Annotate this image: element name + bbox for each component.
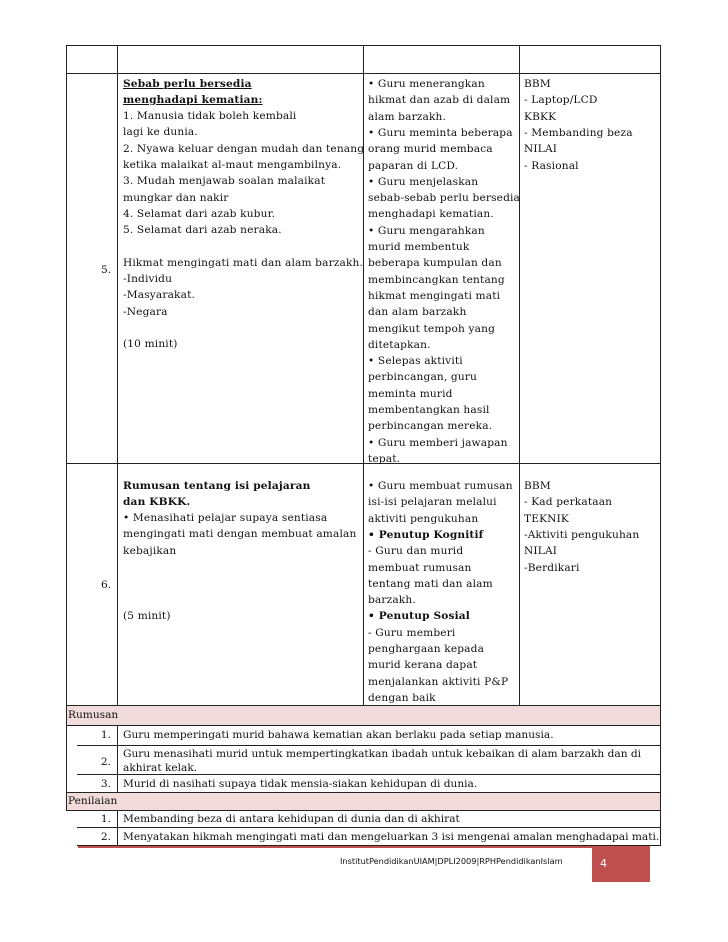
row-5-activity-line: mengikut tempoh yang <box>368 322 496 335</box>
row-5-activity-line: • Guru mengarahkan <box>368 224 485 237</box>
penilaian-item-number: 1. <box>100 813 111 825</box>
grid-col1 <box>117 45 118 705</box>
row-5-activity-line: ditetapkan. <box>368 338 431 351</box>
row-5-content-line: 5. Selamat dari azab neraka. <box>123 224 282 237</box>
row-6-notes-line: NILAI <box>524 545 558 558</box>
penilaian-item-line: Menyatakan hikmah mengingati mati dan mengeluarkan 3 isi mengenai amalan menghadapai mati. <box>123 831 660 843</box>
row-6-activity-line: barzakh. <box>368 594 416 607</box>
grid-col1-lower <box>117 726 118 792</box>
page-number: 4 <box>600 857 607 870</box>
row-5-activity-line: • Guru memberi jawapan <box>368 436 508 449</box>
row-5-notes-line: - Membanding beza <box>524 126 633 139</box>
rumusan-label: Rumusan <box>68 709 119 721</box>
row-5-activity-line: meminta murid <box>368 387 453 400</box>
row-5-content-line: 3. Mudah menjawab soalan malaikat <box>123 175 326 188</box>
grid-left <box>66 45 67 811</box>
row-6-notes-line: - Kad perkataan <box>524 496 613 509</box>
row-6-activity-line: - Guru dan murid <box>368 545 464 558</box>
grid-col3 <box>519 45 520 705</box>
row-5-activity-line: sebab-sebab perlu bersedia <box>368 192 521 205</box>
rumusan-item-number: 2. <box>100 756 111 768</box>
grid-row6-bottom <box>66 705 661 706</box>
row-6-activity-line: - Guru memberi <box>368 626 456 639</box>
row-6-content-line: • Menasihati pelajar supaya sentiasa <box>123 512 328 524</box>
page-number-box <box>592 846 650 882</box>
row-5-notes-line: - Rasional <box>524 159 579 172</box>
row-5-activity-line: murid membentuk <box>368 241 470 253</box>
row-5-activity-line: perbincangan mereka. <box>368 420 493 433</box>
grid-right <box>660 45 661 846</box>
row-6-activity-line: • Penutup Sosial <box>368 610 470 623</box>
penilaian-header-band <box>66 793 660 810</box>
row-5-activity-line: beberapa kumpulan dan <box>368 257 502 270</box>
row-5-activity-line: hikmat dan azab di dalam <box>368 94 511 107</box>
penilaian-item-number: 2. <box>100 831 111 843</box>
row-6-activity-line: membuat rumusan <box>368 561 472 574</box>
rumusan-item-line: akhirat kelak. <box>123 761 198 774</box>
row-6-notes-line: TEKNIK <box>524 512 569 525</box>
row-6-activity-line: penghargaan kepada <box>368 643 485 655</box>
row-6-heading-line-2: dan KBKK. <box>123 496 191 508</box>
row-6-activity-line: • Penutup Kognitif <box>368 528 484 541</box>
row-5-content-line: -Individu <box>123 273 173 285</box>
row-5-activity-line: • Guru menerangkan <box>368 78 485 90</box>
row-6-number: 6. <box>101 579 112 591</box>
row-6-notes-line: -Aktiviti pengukuhan <box>524 528 640 541</box>
row-5-activity-line: • Guru meminta beberapa <box>368 126 513 139</box>
row-6-activity-line: • Guru membuat rumusan <box>368 480 513 492</box>
rumusan-item-number: 3. <box>100 778 111 790</box>
row-5-notes-line: BBM <box>524 78 551 90</box>
footer-divider <box>78 846 650 848</box>
row-6-content-line: (5 minit) <box>123 609 171 622</box>
rumusan-item-line: Guru memperingati murid bahawa kematian akan berlaku pada setiap manusia. <box>123 729 554 741</box>
row-5-activity-line: • Guru menjelaskan <box>368 175 479 188</box>
row-5-activity-line: • Selepas aktiviti <box>368 355 463 368</box>
row-5-notes-line: NILAI <box>524 143 558 156</box>
row-5-content-line: -Negara <box>123 305 168 318</box>
rumusan-item-line: Guru menasihati murid untuk mempertingkatkan ibadah untuk kebaikan di alam barzakh dan di <box>123 748 642 760</box>
row-5-activity-line: paparan di LCD. <box>368 159 459 172</box>
rumusan-item-number: 1. <box>100 729 111 741</box>
penilaian-item-line: Membanding beza di antara kehidupan di dunia dan di akhirat <box>123 813 460 825</box>
row-5-number: 5. <box>101 264 112 276</box>
row-5-activity-line: hikmat mengingati mati <box>368 289 501 302</box>
row-6-activity-line: tentang mati dan alam <box>368 577 493 590</box>
row-5-activity-line: membincangkan tentang <box>368 273 505 286</box>
row-5-activity-line: orang murid membaca <box>368 143 493 156</box>
row-5-notes-line: - Laptop/LCD <box>524 94 598 107</box>
row-5-activity-line: menghadapi kematian. <box>368 208 494 221</box>
row-5-activity-line: tepat. <box>368 452 401 465</box>
footer-text: InstitutPendidikanUIAM|DPLI2009|RPHPendidikanIslam <box>340 856 563 866</box>
row-5-heading-line-1: Sebab perlu bersedia <box>123 78 252 90</box>
penilaian-label: Penilaian <box>68 795 118 807</box>
row-6-notes-line: -Berdikari <box>524 561 580 574</box>
row-6-content-line: mengingati mati dengan membuat amalan <box>123 528 357 541</box>
grid-penilaian-1-bottom <box>77 827 660 828</box>
row-5-activity-line: alam barzakh. <box>368 110 447 123</box>
grid-rumusan-band-bottom <box>66 725 661 726</box>
grid-col1-lower-2 <box>117 811 118 846</box>
row-5-content-line: Hikmat mengingati mati dan alam barzakh. <box>123 256 364 269</box>
row-5-notes-line: KBKK <box>524 110 557 123</box>
row-6-activity-line: aktiviti pengukuhan <box>368 512 479 525</box>
row-6-notes-line: BBM <box>524 480 551 492</box>
row-6-content-line: kebajikan <box>123 544 177 557</box>
row-5-content-line: 4. Selamat dari azab kubur. <box>123 207 276 220</box>
grid-rumusan-3-bottom <box>66 792 661 793</box>
row-6-heading-line-1: Rumusan tentang isi pelajaran <box>123 480 311 492</box>
row-6-activity-line: menjalankan aktiviti P&P <box>368 675 509 688</box>
row-5-activity-line: membentangkan hasil <box>368 404 490 416</box>
row-6-activity-line: dengan baik <box>368 691 436 704</box>
row-5-content-line: 2. Nyawa keluar dengan mudah dan tenang <box>123 142 365 155</box>
rumusan-item-line: Murid di nasihati supaya tidak mensia-siakan kehidupan di dunia. <box>123 778 478 790</box>
row-5-activity-line: perbincangan, guru <box>368 371 478 384</box>
row-5-heading-line-2: menghadapi kematian: <box>123 94 263 106</box>
row-6-activity-line: murid kerana dapat <box>368 659 478 672</box>
row-5-content-line: mungkar dan nakir <box>123 191 229 204</box>
row-5-content-line: lagi ke dunia. <box>123 126 198 139</box>
row-5-content-line: (10 minit) <box>123 338 178 351</box>
row-5-content-line: -Masyarakat. <box>123 289 196 302</box>
rumusan-header-band <box>66 706 660 725</box>
row-5-content-line: 1. Manusia tidak boleh kembali <box>123 110 297 122</box>
row-6-activity-line: isi-isi pelajaran melalui <box>368 496 497 509</box>
row-5-content-line: ketika malaikat al-maut mengambilnya. <box>123 158 342 171</box>
row-5-activity-line: dan alam barzakh <box>368 306 467 319</box>
